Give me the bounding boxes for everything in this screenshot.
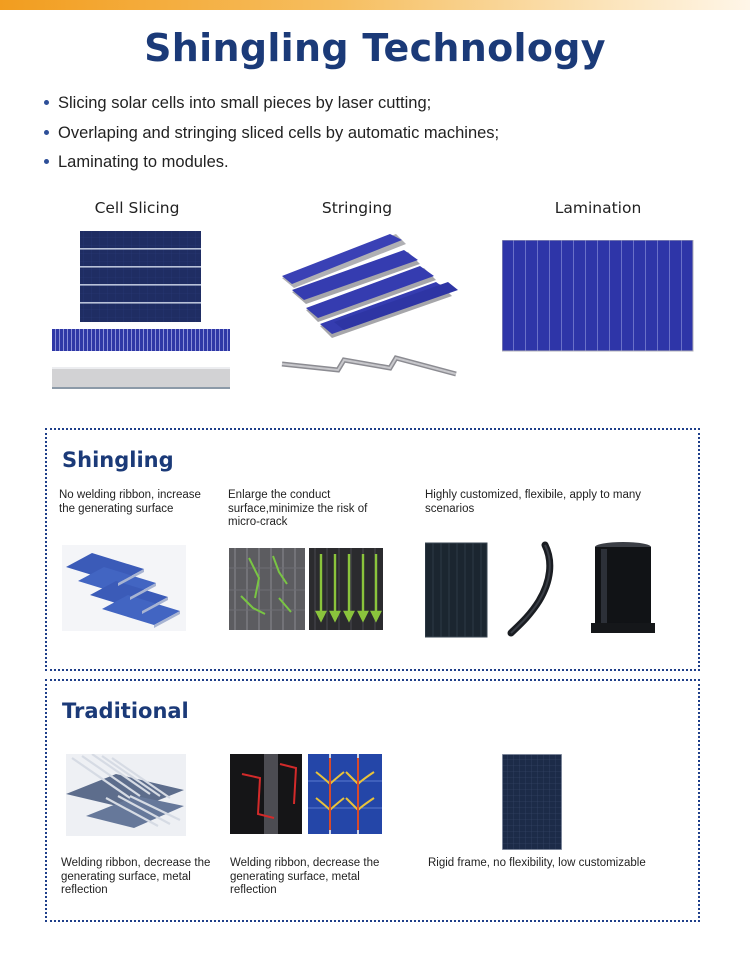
bullet-item: Laminating to modules. [44,151,499,181]
welding-ribbon-reflection-image [230,754,382,834]
bullet-item: Overlaping and stringing sliced cells by automatic machines; [44,122,499,152]
page-title: Shingling Technology [144,26,606,70]
traditional-caption-1: Welding ribbon, decrease the generating surface, metal reflection [61,857,211,896]
bullet-list [44,92,499,181]
traditional-heading: Traditional [62,699,189,723]
step-label-stringing: Stringing [321,199,393,217]
welding-ribbon-string-image [66,754,186,836]
step-label-lamination: Lamination [554,199,642,217]
flexible-applications-image [425,541,657,639]
lamination-image [502,240,694,352]
stringing-image [278,230,464,386]
shingled-string-image [62,545,186,631]
step-label-cell-slicing: Cell Slicing [94,199,180,217]
rigid-panel-image [502,754,562,850]
bullet-item: Slicing solar cells into small pieces by laser cutting; [44,92,499,122]
shingling-heading: Shingling [62,448,174,472]
shingling-caption-1: No welding ribbon, increase the generating surface [59,489,201,515]
traditional-caption-2: Welding ribbon, decrease the generating surface, metal reflection [230,857,380,896]
cell-slicing-image [52,230,232,392]
top-accent-bar [0,0,750,10]
shingling-caption-2: Enlarge the conduct surface,minimize the risk of micro-crack [228,489,368,528]
traditional-caption-3: Rigid frame, no flexibility, low customizable [428,857,646,869]
crack-comparison-image [229,548,383,630]
shingling-caption-3: Highly customized, flexibile, apply to many scenarios [425,489,642,515]
